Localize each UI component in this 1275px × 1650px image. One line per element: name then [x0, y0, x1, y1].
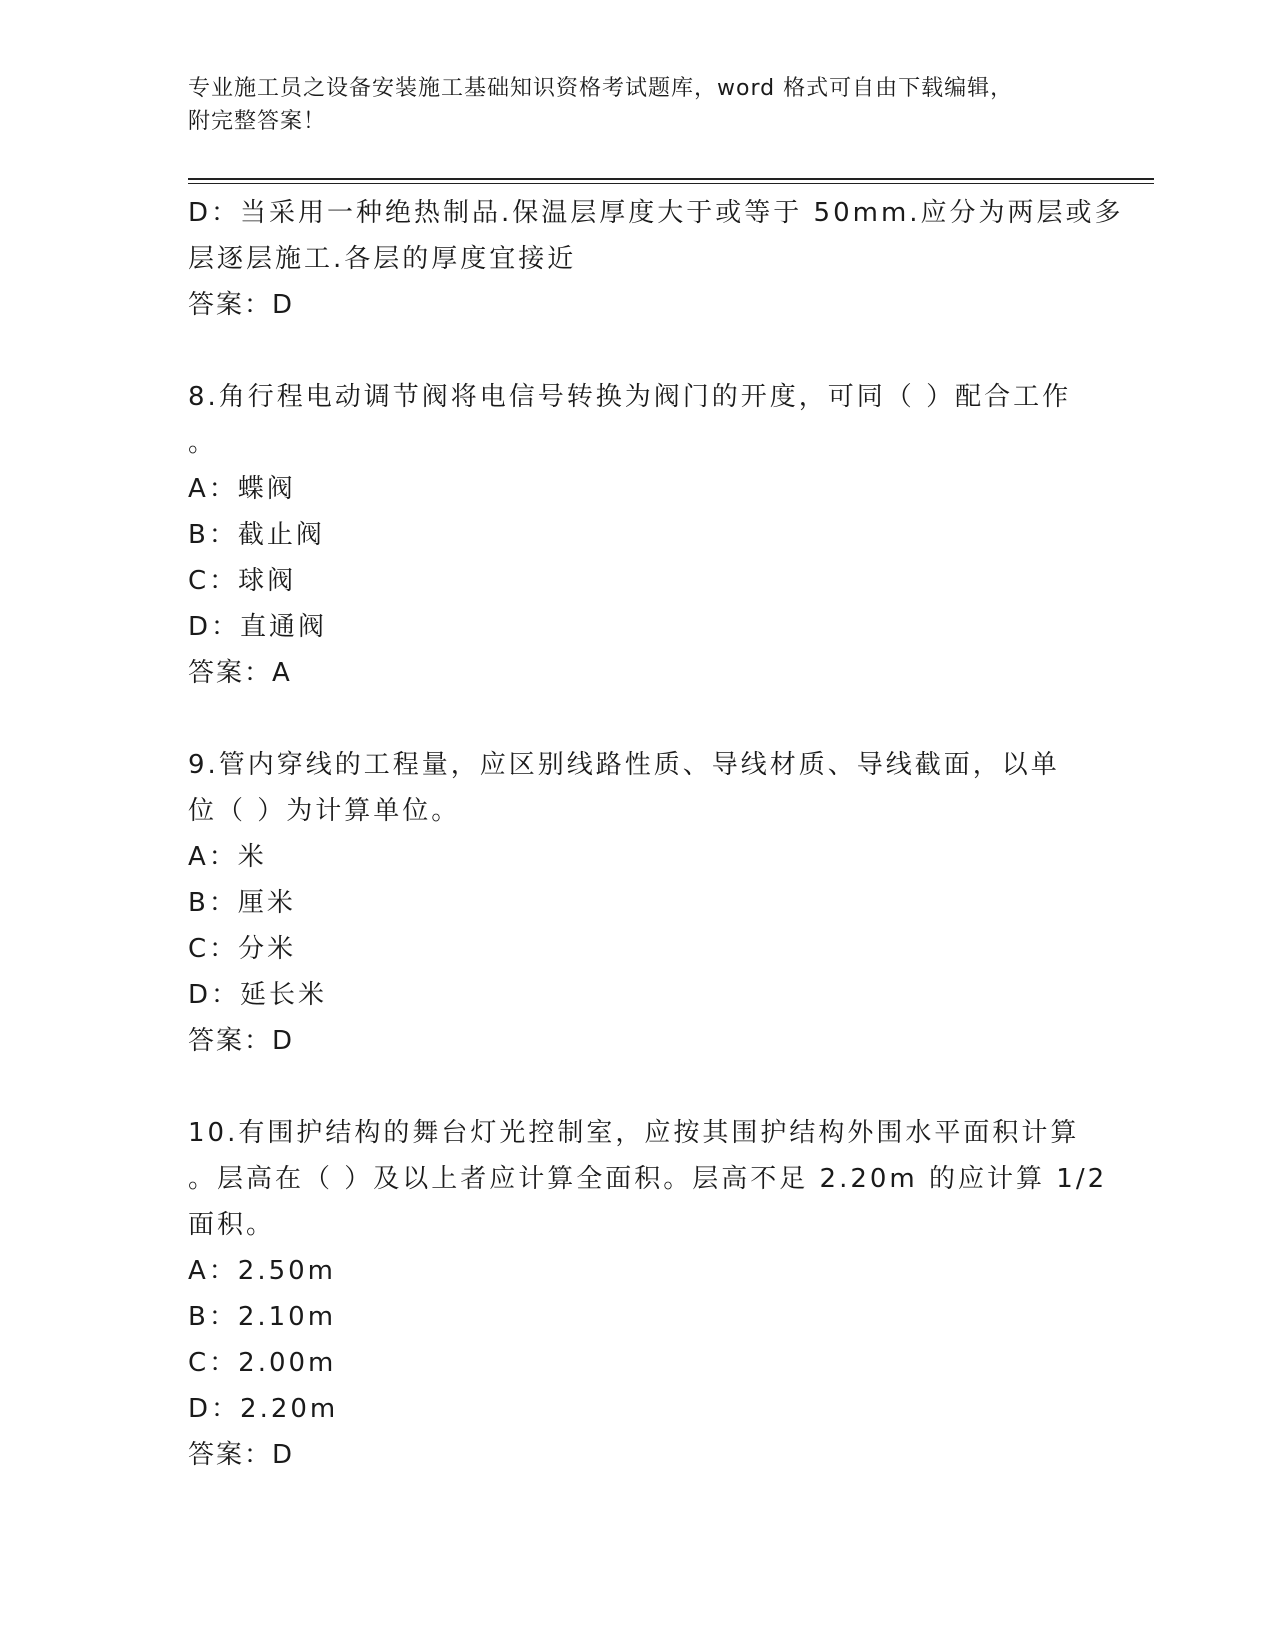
- option-d: D：当采用一种绝热制品.保温层厚度大于或等于 50mm.应分为两层或多: [188, 198, 1124, 228]
- spacer: [188, 328, 1088, 374]
- answer-line: 答案：D: [188, 1026, 295, 1056]
- option-d: D：2.20m: [188, 1394, 339, 1424]
- option-a: A：米: [188, 842, 267, 872]
- option-b: B：厘米: [188, 888, 296, 918]
- answer-line: 答案：A: [188, 658, 292, 688]
- option-d-continued: 层逐层施工.各层的厚度宜接近: [188, 244, 577, 274]
- question-8: [188, 374, 1088, 696]
- question-7-tail: [188, 190, 1124, 328]
- question-10: [188, 1110, 1108, 1478]
- option-a: A：蝶阀: [188, 474, 296, 504]
- question-stem-line: 9.管内穿线的工程量，应区别线路性质、导线材质、导线截面，以单: [188, 750, 1060, 780]
- header-divider-thick: [188, 178, 1154, 180]
- option-c: C：分米: [188, 934, 297, 964]
- option-c: C：2.00m: [188, 1348, 337, 1378]
- spacer: [188, 1064, 1088, 1110]
- header-line-1: 专业施工员之设备安装施工基础知识资格考试题库，word 格式可自由下载编辑，: [188, 76, 1014, 101]
- header-divider-thin: [188, 183, 1154, 184]
- spacer: [188, 696, 1088, 742]
- answer-line: 答案：D: [188, 290, 295, 320]
- option-b: B：截止阀: [188, 520, 325, 550]
- question-stem-line: 。层高在（ ）及以上者应计算全面积。层高不足 2.20m 的应计算 1/2: [188, 1164, 1108, 1194]
- question-stem-line: 。: [188, 428, 218, 458]
- question-stem-line: 位（ ）为计算单位。: [188, 796, 461, 826]
- header-line-2: 附完整答案！: [188, 109, 327, 134]
- document-header: [188, 72, 1068, 138]
- option-c: C：球阀: [188, 566, 297, 596]
- question-stem-line: 面积。: [188, 1210, 276, 1240]
- option-a: A：2.50m: [188, 1256, 337, 1286]
- option-d: D：直通阀: [188, 612, 328, 642]
- question-9: [188, 742, 1088, 1064]
- answer-line: 答案：D: [188, 1440, 295, 1470]
- option-d: D：延长米: [188, 980, 328, 1010]
- question-stem-line: 8.角行程电动调节阀将电信号转换为阀门的开度，可同（ ）配合工作: [188, 382, 1072, 412]
- option-b: B：2.10m: [188, 1302, 337, 1332]
- question-stem-line: 10.有围护结构的舞台灯光控制室，应按其围护结构外围水平面积计算: [188, 1118, 1080, 1148]
- question-content: [188, 190, 1124, 1478]
